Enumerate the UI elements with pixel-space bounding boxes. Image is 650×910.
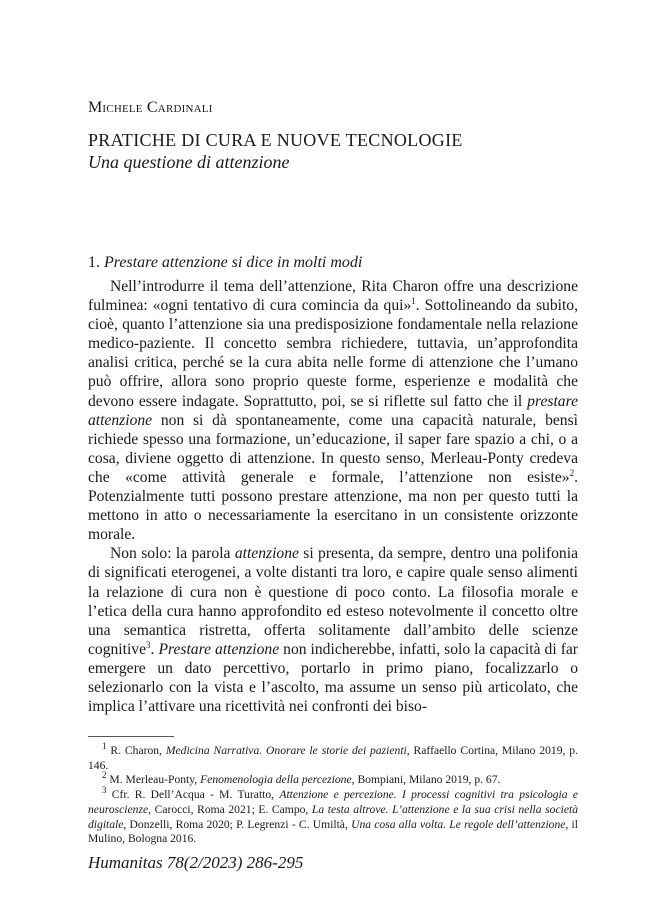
- text-run: Non solo: la parola: [110, 545, 235, 563]
- footnote-number: 1: [102, 741, 107, 752]
- footnotes: [88, 741, 578, 847]
- footnote-number: 2: [102, 770, 107, 781]
- text-run: M. Merleau-Ponty,: [106, 773, 201, 787]
- author-name: Michele Cardinali: [88, 99, 213, 116]
- book-title: Attenzione e percezione. I processi cognitivi tra psicologia e neuroscienze: [88, 788, 578, 816]
- section-number: 1.: [88, 254, 100, 271]
- article-subtitle: Una questione di attenzione: [88, 152, 290, 172]
- paragraph-2: [88, 544, 578, 716]
- text-run: Nell’introdurre il tema dell’attenzione, Rita Charon offre una descrizione fulminea: «ogni tentativo di cura comincia da qui»: [88, 278, 578, 315]
- text-run: . Potenzialmente tutti possono prestare attenzione, ma non per questo tutti la mettono in atto o necessariamente la esercitano in un consistente orizzonte morale.: [88, 468, 578, 544]
- text-run: , Carocci, Roma 2021; E. Campo,: [148, 802, 312, 816]
- text-run: R. Charon,: [106, 744, 166, 757]
- text-run: .: [150, 640, 159, 658]
- text-run: , il Mulino, Bologna 2016.: [88, 817, 578, 846]
- text-run: si presenta, da sempre, dentro una polifonia di significati eterogenei, a volte distanti tra loro, e capire quale senso alimenti la relazione di cura non è questione di poco conto. La filosofia morale e l’etica della cura hanno approfondito ed esteso notevolmente il concetto oltre una semantica ristretta, offerta solitamente dall’ambito delle scienze cognitive: [88, 545, 578, 658]
- section-heading: [88, 254, 362, 272]
- text-run: , Raffaello Cortina, Milano 2019, p. 146.: [88, 744, 578, 772]
- text-run: , Bompiani, Milano 2019, p. 67.: [351, 773, 501, 787]
- footnote-divider: [88, 736, 174, 737]
- text-run: non si dà spontaneamente, come una capacità naturale, bensì richiede spesso una formazione, un’educazione, il saper fare spazio a chi, o a cosa, diviene oggetto di attenzione. In questo senso, Merleau-Ponty credeva che «come attività generale e formale, l’attenzione non esiste»: [88, 411, 578, 486]
- footnote-3: [88, 785, 578, 847]
- footnote-ref-3[interactable]: 3: [146, 639, 151, 650]
- footnote-ref-2[interactable]: 2: [569, 467, 575, 478]
- journal-citation: Humanitas 78(2/2023) 286-295: [88, 853, 304, 872]
- footnote-ref-1[interactable]: 1: [411, 295, 416, 306]
- section-title: Prestare attenzione si dice in molti modi: [104, 254, 363, 271]
- footnote-number: 3: [102, 785, 107, 796]
- body-text: [88, 277, 578, 716]
- article-page: [88, 0, 578, 910]
- emphasis: attenzione: [234, 545, 299, 563]
- book-title: Una cosa alla volta. Le regole dell’attenzione: [351, 817, 566, 831]
- footnote-2: [88, 770, 578, 788]
- book-title: La testa altrove. L’attenzione e la sua crisi nella società digitale: [88, 802, 578, 831]
- book-title: Fenomenologia della percezione: [200, 773, 352, 787]
- article-title: PRATICHE DI CURA E NUOVE TECNOLOGIE: [88, 130, 463, 150]
- emphasis: Prestare attenzione: [158, 640, 280, 658]
- text-run: , Donzelli, Roma 2020; P. Legrenzi - C. Umiltà,: [123, 817, 352, 831]
- emphasis: prestare attenzione: [88, 392, 578, 429]
- footnote-1: [88, 741, 578, 773]
- text-run: Cfr. R. Dell’Acqua - M. Turatto,: [106, 788, 280, 802]
- text-run: non indicherebbe, infatti, solo la capacità di far emergere un dato percettivo, portarlo in primo piano, focalizzarlo o selezionarlo con la vista e l’ascolto, ma assume un senso più articolato, che implica l’attivare una ricettività nei confronti dei biso-: [88, 640, 578, 716]
- book-title: Medicina Narrativa. Onorare le storie dei pazienti: [165, 744, 407, 757]
- paragraph-1: [88, 277, 578, 544]
- text-run: . Sottolineando da subito, cioè, quanto l’attenzione sia una predisposizione fondamentale nella relazione medico-paziente. Il concetto sembra richiedere, tuttavia, un’approfondita analisi critica, perché se la cura abita nelle forme di attenzione che l’umano può offrire, allora sono proprio queste forme, esperienze e modalità che devono essere indagate. Soprattutto, poi, se si riflette sul fatto che il: [88, 297, 578, 410]
